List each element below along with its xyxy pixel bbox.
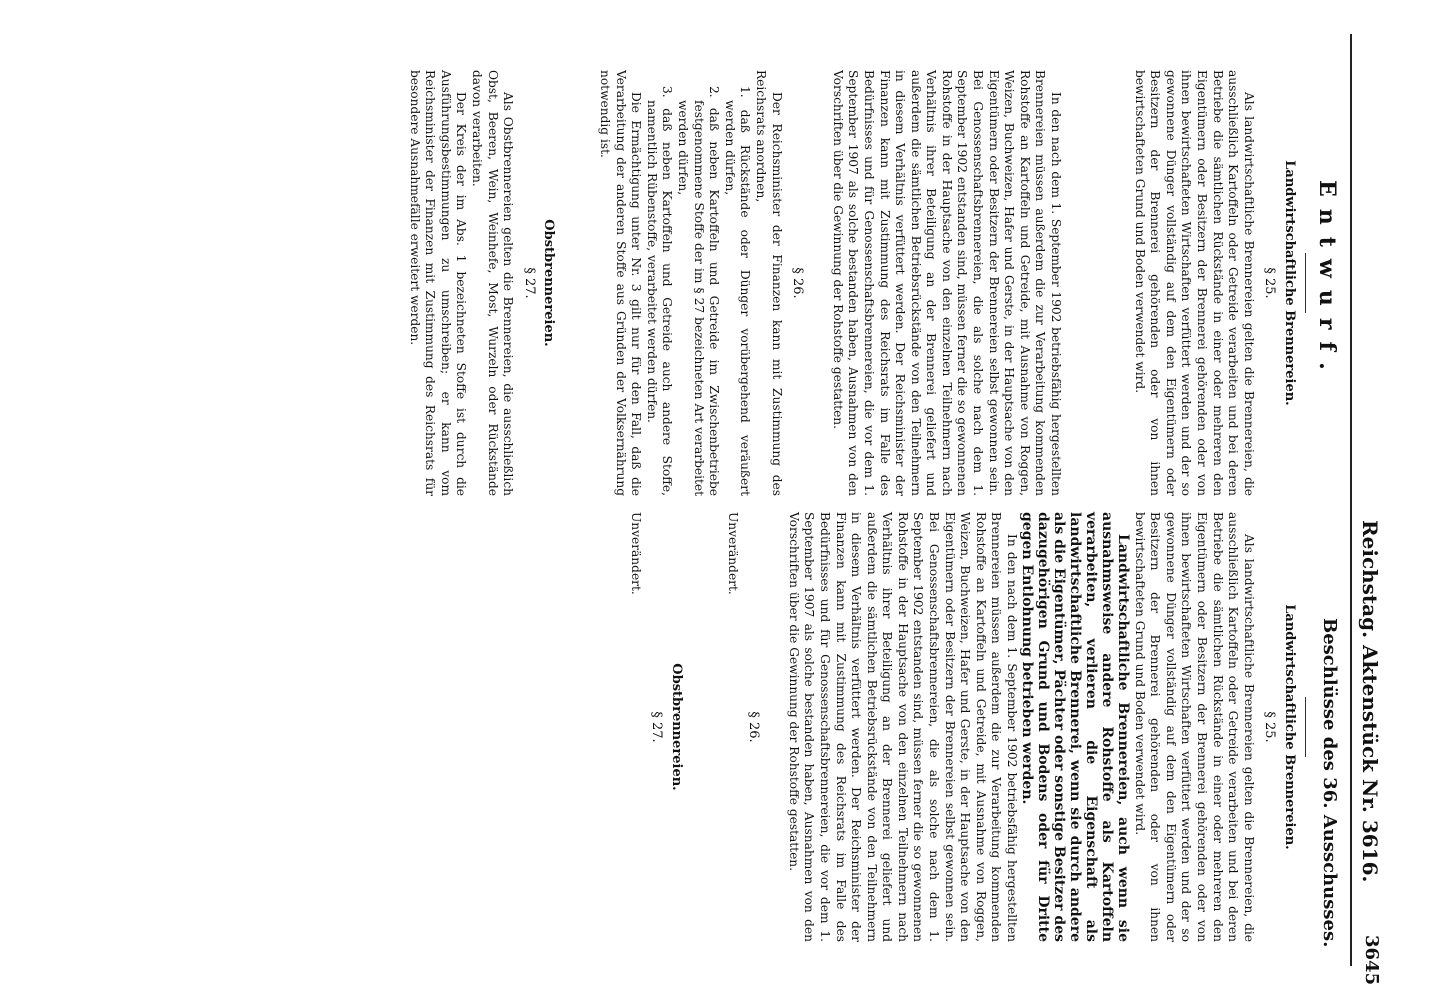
page-header-title: Reichstag. Aktenstück Nr. 3616. <box>1358 520 1382 883</box>
paragraph-26-item-1: 1. daß Rückstände oder Dünger vorübergehend veräußert werden dürfen, <box>722 86 753 496</box>
page-number: 3645 <box>1361 935 1382 986</box>
paragraph-26-item-2: 2. daß neben Kartoffeln und Getreide im Zwischenbetriebe festgenommene Stoffe der im § 27 bezeichneten Art verarbeitet werden dürfen, <box>676 86 722 496</box>
heading-rule-right <box>1305 697 1306 757</box>
header-rule <box>1350 34 1352 966</box>
paragraph-27-label-right: § 27. <box>649 711 665 743</box>
paragraph-26-label-right: § 26. <box>746 711 762 743</box>
paragraph-25-text-2: In den nach dem 1. September 1902 betriebsfähig hergestellten Brennereien müssen außerdem die zur Verarbeitung kommenden Rohstoffe an Kartoffeln und Getreide, mit Ausnahme von Roggen, Weizen, Buchweizen, Hafer und Gerste, in der Hauptsache von den Eigentümern oder Besitzern der Brennereien selbst gewonnen sein. Bei Genossenschaftsbrennereien, die als solche nach dem 1. September 1902 entstanden sind, müssen ferner die so gewonnenen Rohstoffe in der Hauptsache von den einzelnen Teilnehmern nach Verhältnis ihrer Beteiligung an der Brennerei geliefert und außerdem die sämtlichen Betriebsrückstände von den Teilnehmern in diesem Verhältnis verfüttert werden. Der Reichsminister der Finanzen kann mit Zustimmung des Reichsrats im Falle des Bedürfnisses und für Genossenschaftsbrennereien, die vor dem 1. September 1907 als solche bestanden haben, Ausnahmen von den Vorschriften über die Gewinnung der Rohstoffe gestatten. <box>830 70 1064 496</box>
heading-rule <box>1305 253 1306 313</box>
paragraph-25-label-right: § 25. <box>1262 711 1278 743</box>
paragraph-25-bold-insert: Landwirtschaftliche Brennereien, auch wenn sie ausnahmsweise andere Rohstoffe als Kartoffeln verarbeiten, verlieren die Eigenschaft als landwirtschaftliche Brennerei, wenn sie durch andere als die Eigentümer, Pächter oder sonstige Besitzer des dazugehörigen Grund und Bodens oder für Dritte gegen Entlohnung betrieben werden. <box>1019 512 1132 942</box>
unchanged-27: Unverändert. <box>628 512 643 595</box>
right-column <box>627 512 1312 942</box>
section-title-landwirtschaftliche-right: Landwirtschaftliche Brennereien. <box>1282 604 1297 850</box>
section-title-landwirtschaftliche: Landwirtschaftliche Brennereien. <box>1282 160 1297 406</box>
paragraph-26-item-3: 3. daß neben Kartoffeln und Getreide auch andere Stoffe, namentlich Rübenstoffe, verarbeitet werden dürfen. <box>644 86 675 496</box>
left-column-heading: Entwurf. <box>1314 180 1340 382</box>
paragraph-26-label: § 26. <box>790 267 806 299</box>
unchanged-26: Unverändert. <box>725 512 740 595</box>
paragraph-27-text-2: Der Kreis der im Abs. 1 bezeichneten Stoffe ist durch die Ausführungsbestimmungen zu umschreiben; er kann vom Reichsminister der Finanzen mit Zustimmung des Reichsrats für besondere Ausnahmefälle erweitert werden. <box>407 70 469 496</box>
paragraph-25-label: § 25. <box>1262 267 1278 299</box>
paragraph-25-text-2-right: In den nach dem 1. September 1902 betriebsfähig hergestellten Brennereien müssen außerdem die zur Verarbeitung kommenden Rohstoffe an Kartoffeln und Getreide, mit Ausnahme von Roggen, Weizen, Buchweizen, Hafer und Gerste, in der Hauptsache von den Eigentümern oder Besitzern der Brennereien selbst gewonnen sein. Bei Genossenschaftsbrennereien, die als solche nach dem 1. September 1902 entstanden sind, müssen ferner die so gewonnenen Rohstoffe in der Hauptsache von den einzelnen Teilnehmern nach Verhältnis ihrer Beteiligung an der Brennerei geliefert und außerdem die sämtlichen Betriebsrückstände von den Teilnehmern in diesem Verhältnis verfüttert werden. Der Reichsminister der Finanzen kann mit Zustimmung des Reichsrats im Falle des Bedürfnisses und für Genossenschaftsbrennereien, die vor dem 1. September 1907 als solche bestanden haben, Ausnahmen von den Vorschriften über die Gewinnung der Rohstoffe gestatten. <box>786 512 1020 942</box>
paragraph-25-text-right: Als landwirtschaftliche Brennereien gelten die Brennereien, die ausschließlich Kartoffeln oder Getreide verarbeiten und bei deren Betriebe die sämtlichen Rückstände in einer oder mehreren den Eigentümern oder Besitzern der Brennerei gehörenden oder von ihnen bewirtschafteten Wirtschaften verfüttert werden und der so gewonnene Dünger vollständig auf dem den Eigentümern oder Besitzern der Brennerei gehörenden oder von ihnen bewirtschafteten Grund und Boden verwendet wird. <box>1132 512 1256 942</box>
paragraph-25-text: Als landwirtschaftliche Brennereien gelten die Brennereien, die ausschließlich Kartoffeln oder Getreide verarbeiten und bei deren Betriebe die sämtlichen Rückstände in einer oder mehreren den Eigentümern oder Besitzern der Brennerei gehörenden oder von ihnen bewirtschafteten Wirtschaften verfüttert werden und der so gewonnene Dünger vollständig auf dem den Eigentümern oder Besitzern der Brennerei gehörenden oder von ihnen bewirtschafteten Grund und Boden verwendet wird. <box>1132 70 1256 496</box>
paragraph-26-intro: Der Reichsminister der Finanzen kann mit Zustimmung des Reichsrats anordnen, <box>753 70 784 496</box>
section-title-obstbrennereien-right: Obstbrennereien. <box>668 663 684 791</box>
paragraph-26-end: Die Ermächtigung unter Nr. 3 gilt nur für den Fall, daß die Verarbeitung der anderen Stoffe aus Gründen der Volksernährung notwendig ist. <box>598 70 644 496</box>
left-column <box>406 70 1312 496</box>
right-column-heading: Beschlüsse des 36. Ausschusses. <box>1319 618 1340 948</box>
section-title-obstbrennereien: Obstbrennereien. <box>541 219 557 347</box>
paragraph-27-label: § 27. <box>521 267 537 299</box>
paragraph-27-text: Als Obstbrennereien gelten die Brennereien, die ausschließlich Obst, Beeren, Wein, Weinhefe, Most, Wurzeln oder Rückstände davon verarbeiten. <box>470 70 516 496</box>
